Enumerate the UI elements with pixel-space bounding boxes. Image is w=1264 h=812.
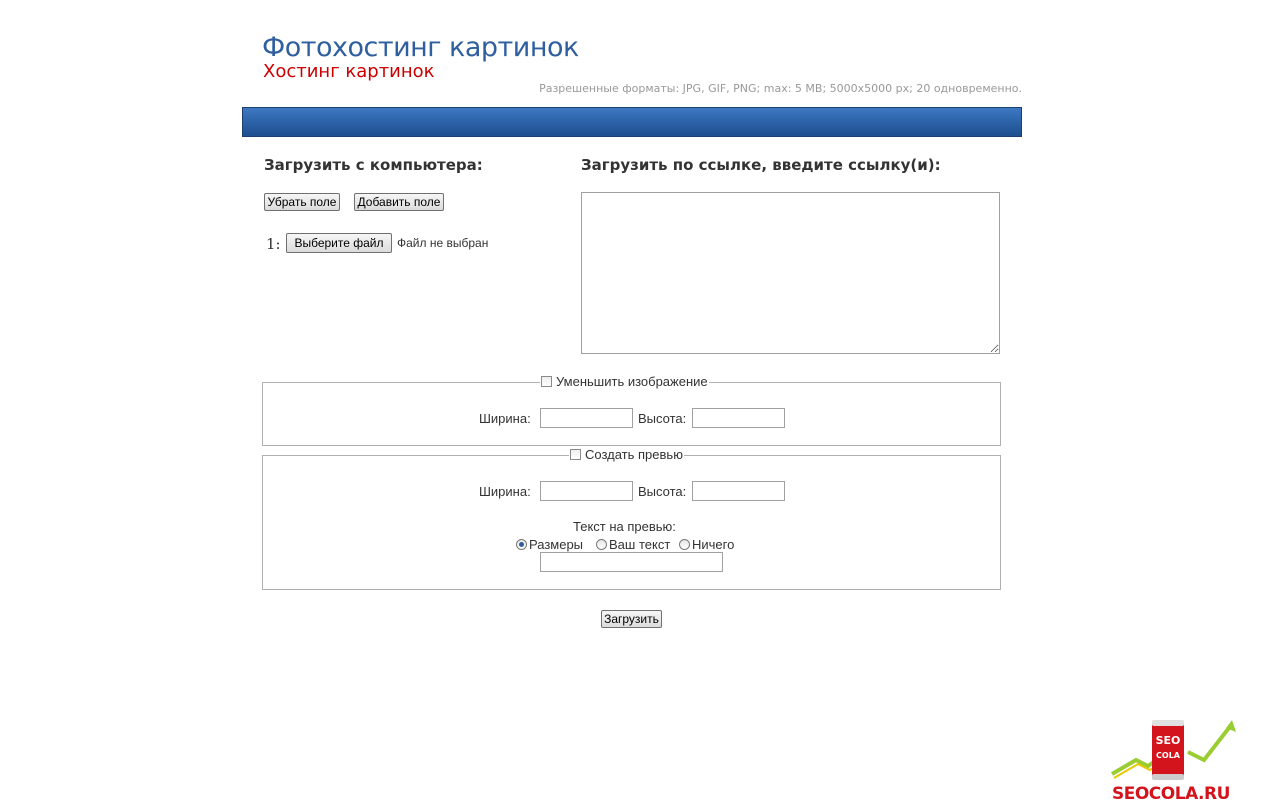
file-status-text: Файл не выбран (397, 236, 489, 250)
resize-width-label: Ширина: (479, 411, 531, 426)
preview-checkbox[interactable] (570, 449, 581, 460)
preview-height-input[interactable] (692, 481, 785, 501)
preview-legend-label: Создать превью (585, 447, 683, 462)
nav-bar (242, 107, 1022, 137)
resize-width-input[interactable] (540, 408, 633, 428)
upload-url-heading: Загрузить по ссылке, введите ссылку(и): (581, 156, 941, 174)
site-title: Фотохостинг картинок (262, 32, 579, 63)
logo-caption: SEOCOLA.RU (1112, 784, 1230, 804)
resize-checkbox[interactable] (541, 376, 552, 387)
choose-file-button[interactable]: Выберите файл (286, 233, 392, 253)
preview-width-input[interactable] (540, 481, 633, 501)
preview-legend (569, 447, 684, 462)
radio-label: Ничего (692, 537, 735, 552)
resize-height-input[interactable] (692, 408, 785, 428)
allowed-formats-note: Разрешенные форматы: JPG, GIF, PNG; max: 5 MB; 5000x5000 px; 20 одновременно. (539, 82, 1022, 95)
resize-legend-label: Уменьшить изображение (556, 374, 708, 389)
upload-button[interactable]: Загрузить (601, 610, 662, 628)
radio-label: Размеры (529, 537, 584, 552)
radio-option-custom-text[interactable] (596, 537, 670, 552)
remove-field-button[interactable]: Убрать поле (264, 193, 340, 211)
radio-button[interactable] (516, 539, 527, 550)
radio-label: Ваш текст (609, 537, 671, 552)
resize-height-label: Высота: (638, 411, 687, 426)
file-row-number: 1: (266, 235, 281, 253)
preview-height-label: Высота: (638, 484, 687, 499)
logo-can-text-bottom: COLA (1156, 751, 1180, 760)
radio-button[interactable] (679, 539, 690, 550)
resize-legend (540, 374, 709, 389)
radio-option-sizes[interactable] (516, 537, 583, 552)
preview-width-label: Ширина: (479, 484, 531, 499)
radio-option-nothing[interactable] (679, 537, 734, 552)
radio-button[interactable] (596, 539, 607, 550)
logo-can-text-top: SEO (1155, 734, 1181, 747)
site-subtitle: Хостинг картинок (263, 61, 435, 82)
url-input[interactable] (581, 192, 1000, 354)
upload-local-heading: Загрузить с компьютера: (264, 156, 483, 174)
preview-text-label: Текст на превью: (573, 519, 676, 534)
preview-custom-text-input[interactable] (540, 552, 723, 572)
add-field-button[interactable]: Добавить поле (354, 193, 444, 211)
